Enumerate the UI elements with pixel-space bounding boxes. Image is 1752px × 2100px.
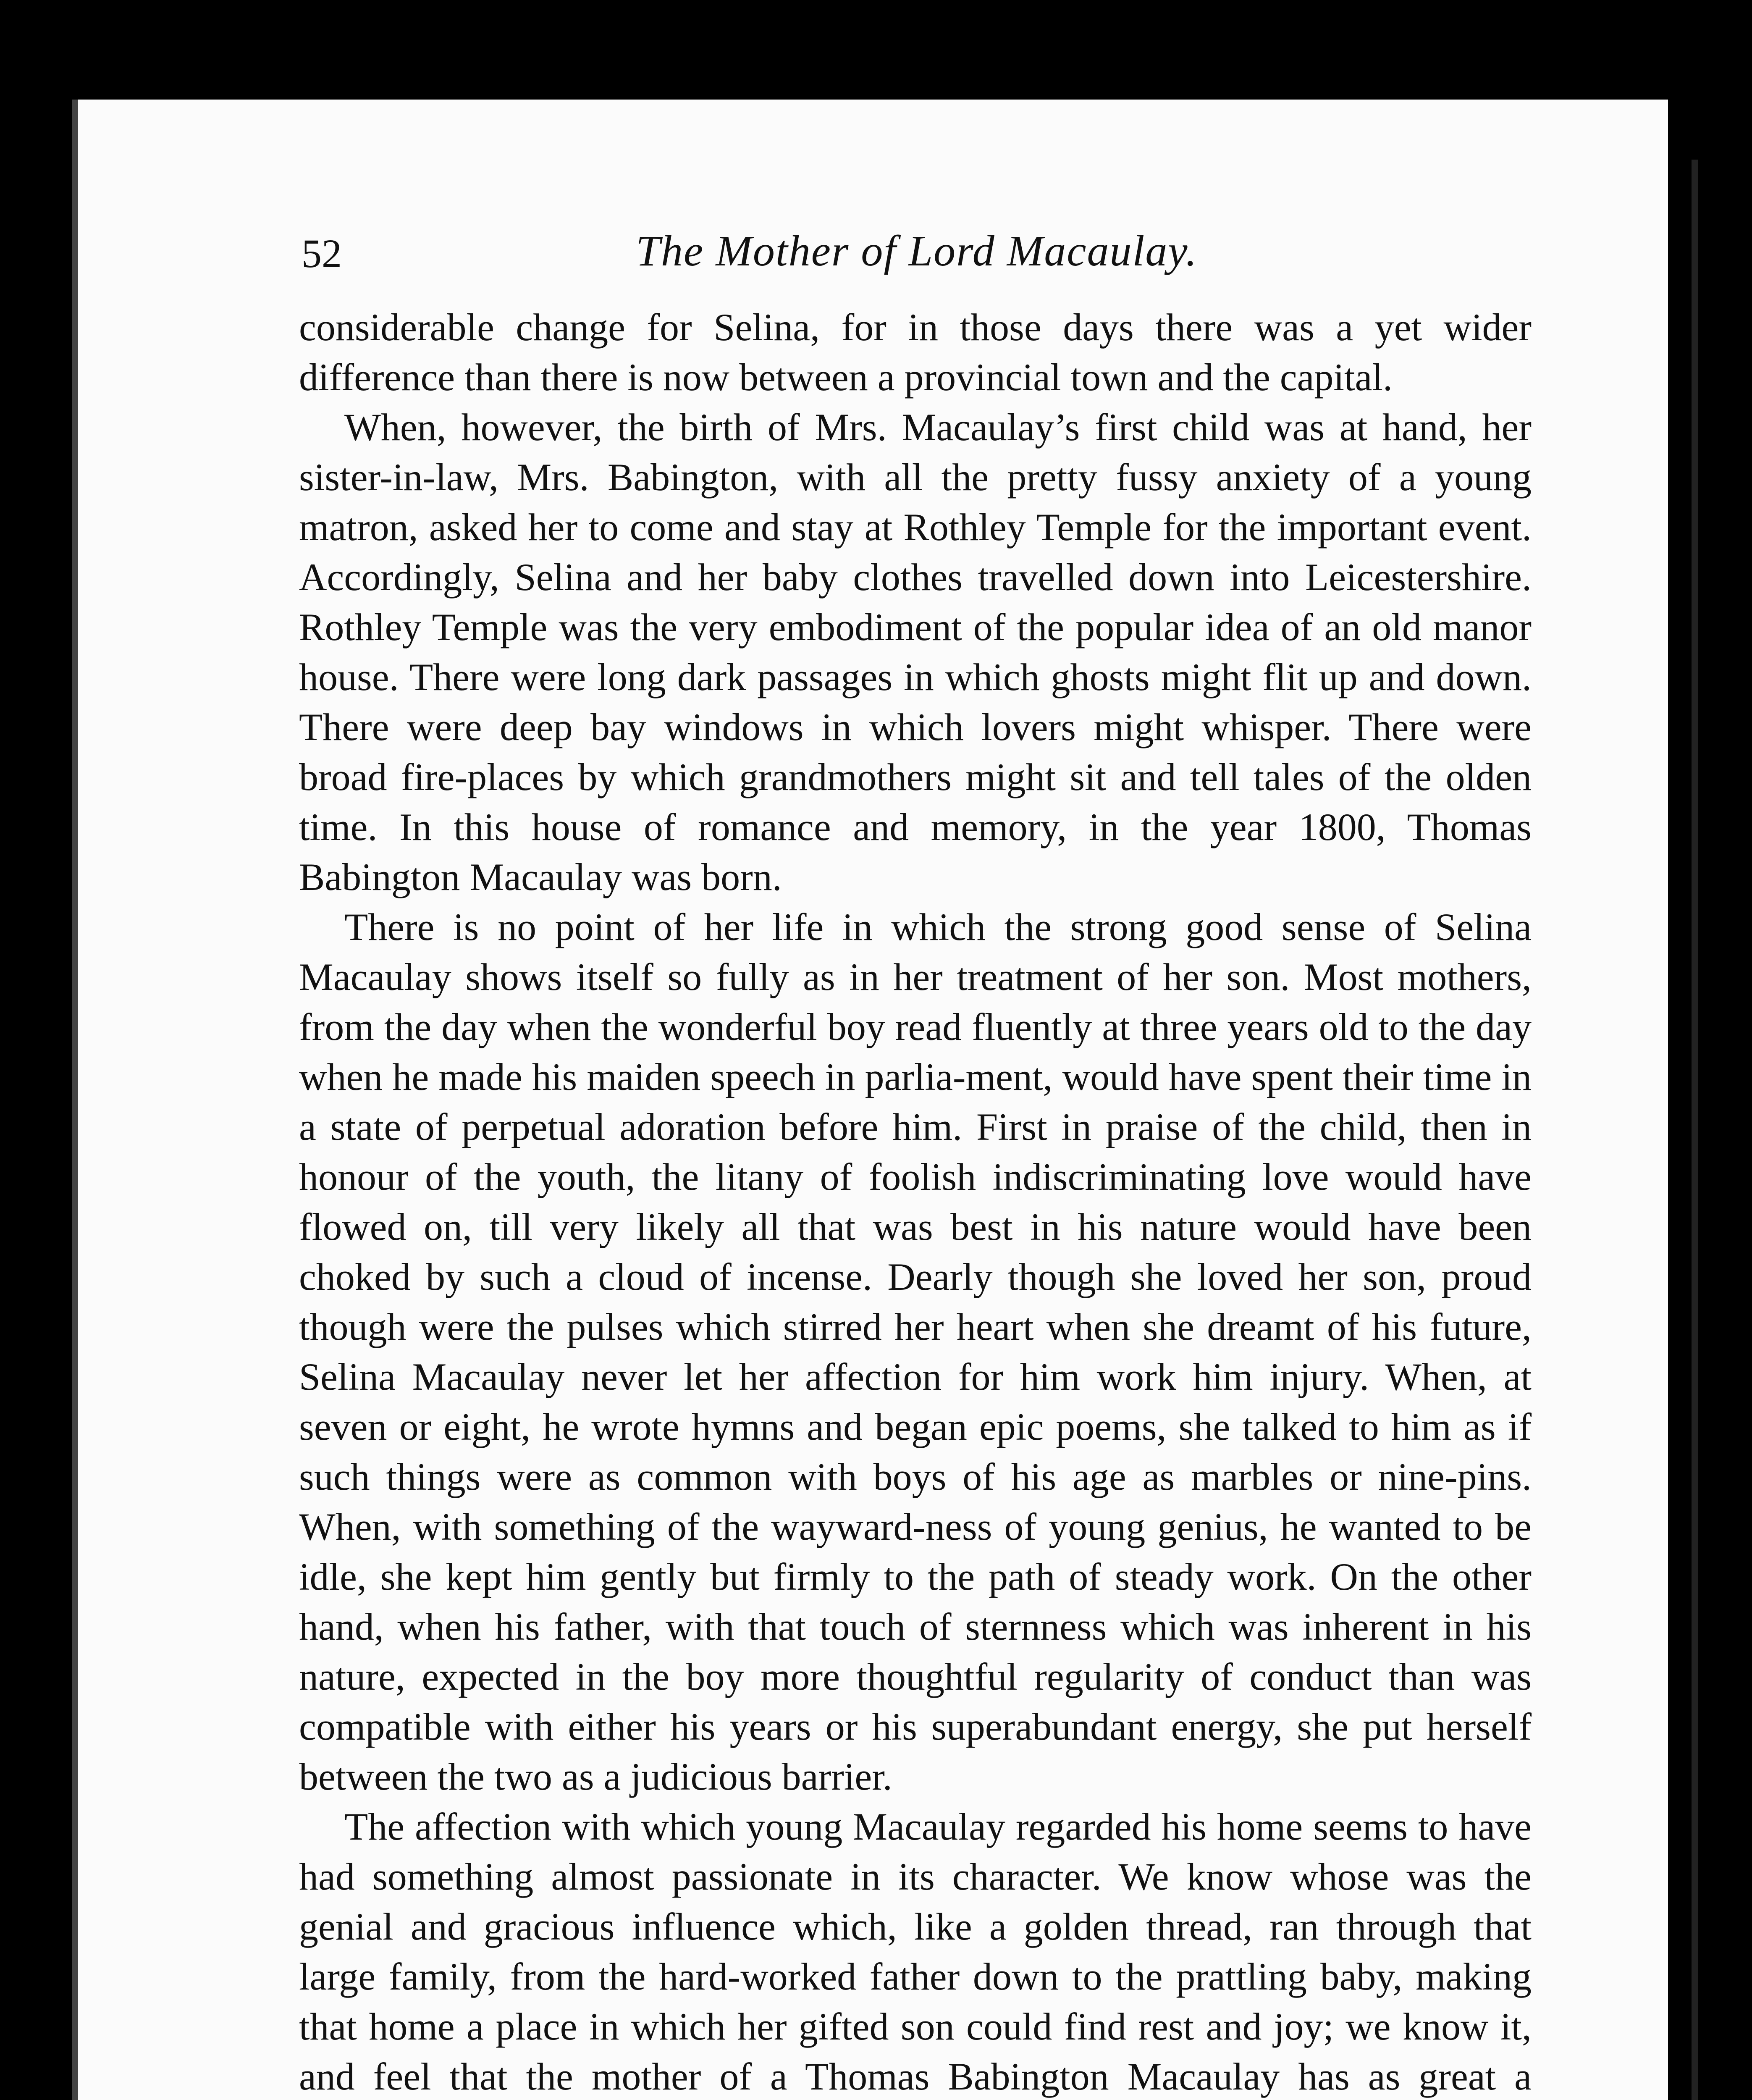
page-number: 52 xyxy=(302,231,342,276)
page-edge-shadow xyxy=(1692,160,1698,2100)
paragraph-4: The affection with which young Macaulay regarded his home seems to have had something almost passionate in its character. We know whose was the genial and gracious influence which, like a golden thread, ran through that large family, from the hard-worked father down to the prattling baby, making that home a place in which her gifted son could find rest and joy; we know it, and feel that the mother of a Thomas Babington Macaulay has as great a xyxy=(299,1805,1532,2098)
body-text xyxy=(299,302,1532,2100)
running-title: The Mother of Lord Macaulay. xyxy=(636,227,1198,275)
paragraph-1: considerable change for Selina, for in those days there was a yet wider difference than there is now between a provincial town and the capital. xyxy=(299,306,1532,399)
scanner-edge xyxy=(1662,84,1752,2100)
paragraph-3: There is no point of her life in which the strong good sense of Selina Macaulay shows itself so fully as in her treatment of her son. Most mothers, from the day when the wonderful boy read fluently at three years old to the day when he made his maiden speech in parlia-ment, would have spent their time in a state of perpetual adoration before him. First in praise of the child, then in honour of the youth, the litany of foolish indiscriminating love would have flowed on, till very likely all that was best in his nature would have been choked by such a cloud of incense. Dearly though she loved her son, proud though were the pulses which stirred her heart when she dreamt of his future, Selina Macaulay never let her affection for him work him injury. When, at seven or eight, he wrote hymns and began epic poems, she talked to him as if such things were as common with boys of his age as marbles or nine-pins. When, with something of the wayward-ness of young genius, he wanted to be idle, she kept him gently but firmly to the path of steady work. On the other hand, when his father, with that touch of sternness which was inherent in his nature, expected in the boy more thoughtful regularity of conduct than was compatible with either his years or his superabundant energy, she put herself between the two as a judicious barrier. xyxy=(299,906,1532,1798)
page-header xyxy=(302,218,1532,281)
paragraph-2: When, however, the birth of Mrs. Macaulay’s first child was at hand, her sister-in-law, Mrs. Babington, with all the pretty fussy anxiety of a young matron, asked her to come and stay at Rothley Temple for the important event. Accordingly, Selina and her baby clothes travelled down into Leicestershire. Rothley Temple was the very embodiment of the popular idea of an old manor house. There were long dark passages in which ghosts might flit up and down. There were deep bay windows in which lovers might whisper. There were broad fire-places by which grandmothers might sit and tell tales of the olden time. In this house of romance and memory, in the year 1800, Thomas Babington Macaulay was born. xyxy=(299,406,1532,898)
